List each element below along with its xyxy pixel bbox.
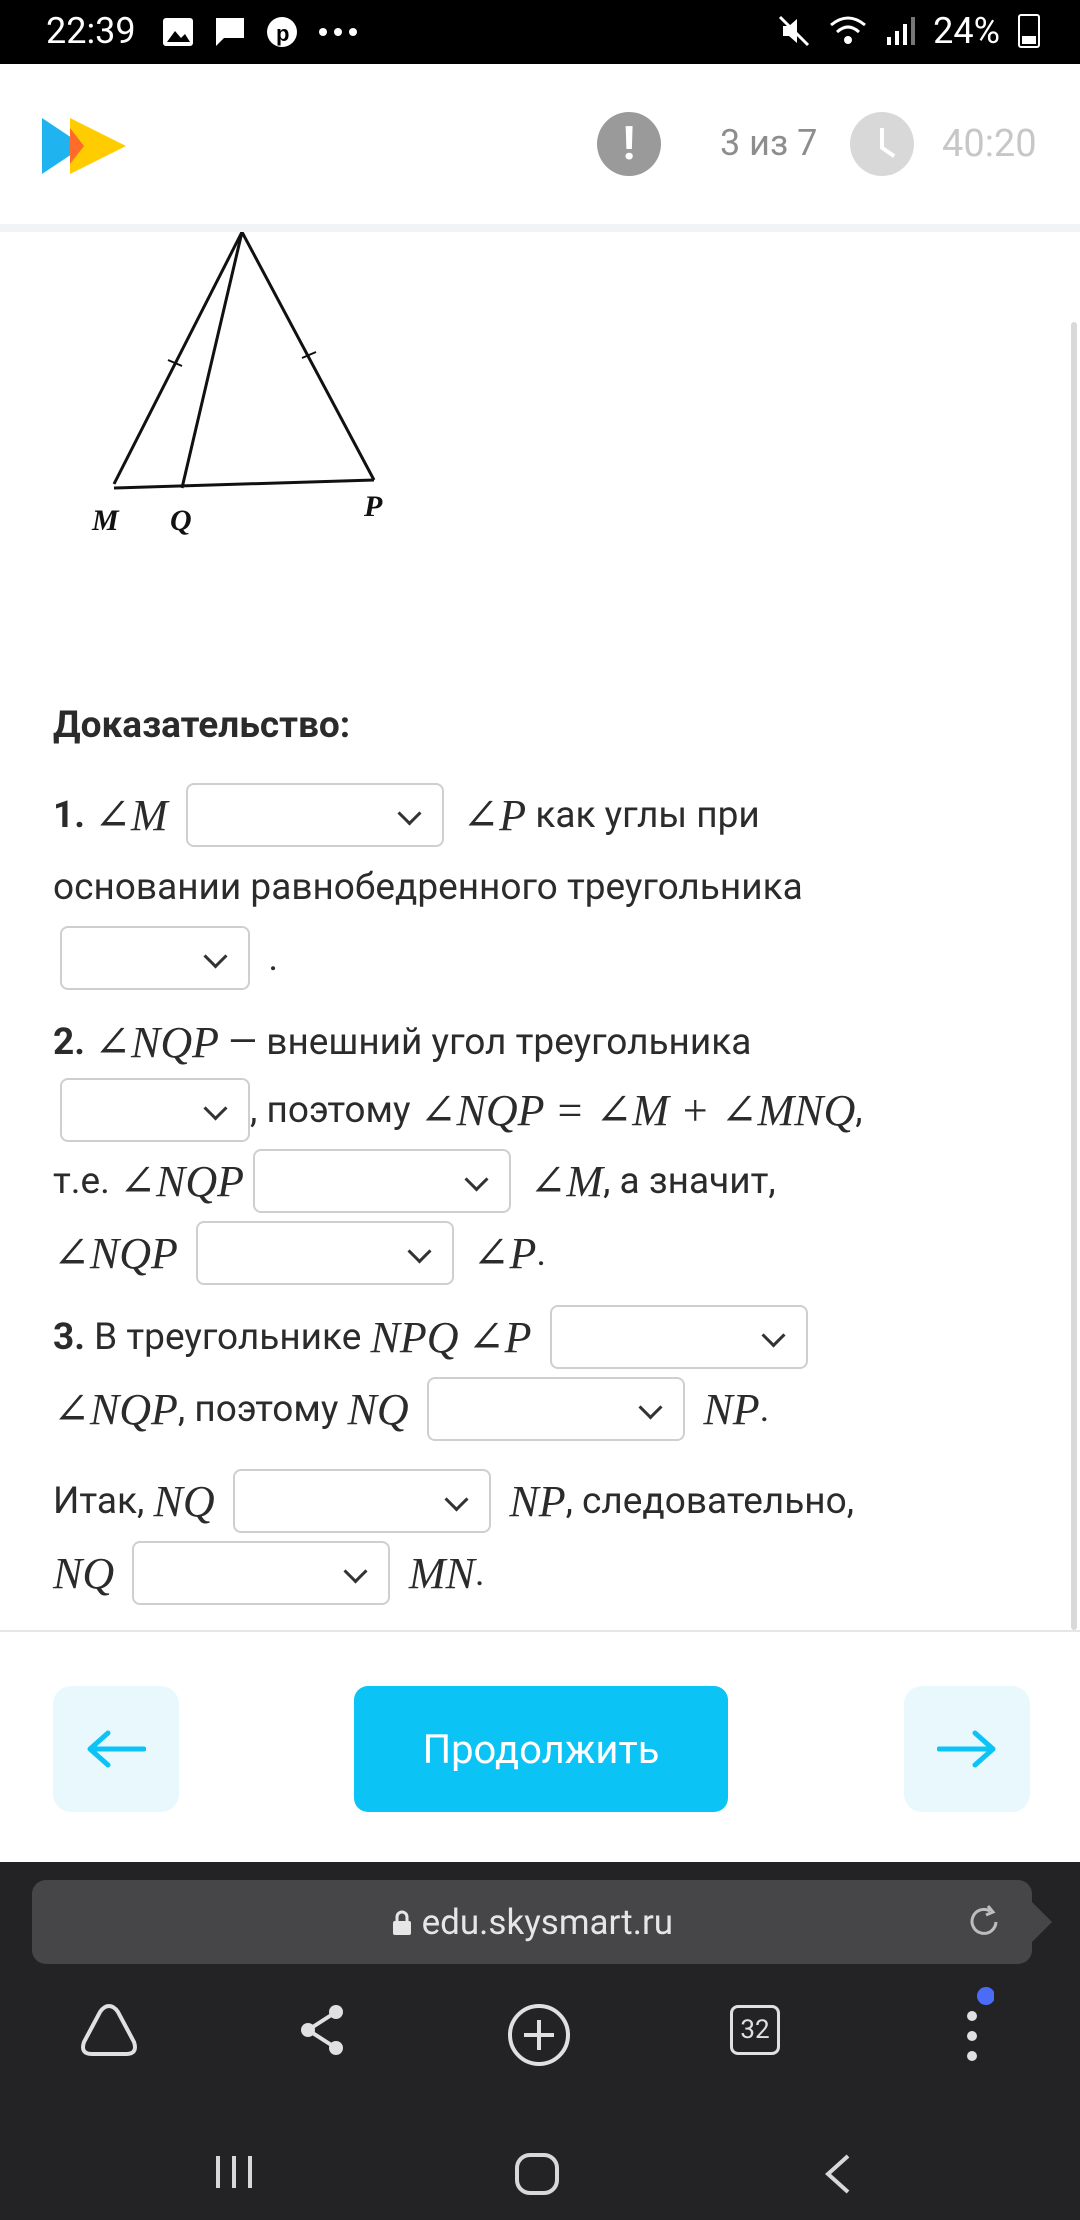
- conclusion-dropdown-2[interactable]: [132, 1541, 390, 1605]
- figure-label-p: P: [364, 490, 383, 523]
- battery-icon: [1018, 14, 1040, 48]
- menu-dots-icon[interactable]: [960, 1986, 994, 2076]
- add-tab-icon[interactable]: [506, 2002, 572, 2068]
- signal-icon: [885, 15, 915, 47]
- step3-dropdown-1[interactable]: [550, 1305, 808, 1369]
- status-system-icons: [777, 10, 1040, 52]
- proof-title: Доказательство:: [53, 704, 351, 747]
- timer: 40:20: [942, 122, 1037, 166]
- tab-count: 32: [740, 2015, 770, 2045]
- share-icon[interactable]: [298, 2002, 348, 2058]
- reload-icon[interactable]: [966, 1904, 1002, 1940]
- tabs-button[interactable]: [730, 2005, 780, 2055]
- footer-divider: [0, 1630, 1080, 1632]
- home-nav-icon[interactable]: [514, 2152, 560, 2196]
- step1-dropdown-1[interactable]: [186, 783, 444, 847]
- step3-line1: 3. В треугольнике NPQ ∠P: [53, 1302, 808, 1372]
- step1-line3: .: [60, 923, 278, 993]
- conclusion-line1: Итак, NQ NP , следовательно,: [53, 1466, 854, 1536]
- step1-dropdown-2[interactable]: [60, 926, 250, 990]
- scrollbar[interactable]: [1071, 322, 1077, 1630]
- mute-icon: [777, 14, 811, 48]
- figure-label-q: Q: [170, 504, 192, 537]
- browser-chrome: [0, 1862, 1080, 2220]
- step1-line1: 1. ∠M ∠P как углы при: [53, 780, 760, 850]
- status-time: 22:39: [46, 10, 136, 52]
- task-content: [0, 232, 1080, 1630]
- svg-text:p: p: [276, 21, 290, 46]
- step3-line2: ∠NQP , поэтому NQ NP .: [53, 1374, 769, 1444]
- arrow-left-icon: [86, 1729, 146, 1769]
- step1-line2: основании равнобедренного треугольника: [53, 865, 803, 909]
- more-dots-icon: [318, 27, 358, 37]
- clock-icon: [850, 112, 914, 176]
- next-button[interactable]: [904, 1686, 1030, 1812]
- header-divider: [0, 224, 1080, 232]
- step2-line3: т.е. ∠NQP ∠M , а значит,: [53, 1146, 776, 1216]
- conclusion-dropdown-1[interactable]: [233, 1469, 491, 1533]
- pinterest-icon: [266, 16, 298, 48]
- skysmart-logo[interactable]: [40, 116, 128, 176]
- url-text: edu.skysmart.ru: [32, 1902, 1032, 1943]
- recent-apps-icon[interactable]: [212, 2152, 256, 2192]
- report-problem-button[interactable]: !: [597, 112, 661, 176]
- url-bar-tail-icon: [1030, 1900, 1054, 1944]
- battery-percent: 24%: [933, 10, 1000, 52]
- back-nav-icon[interactable]: [822, 2152, 852, 2196]
- app-header: [0, 64, 1080, 224]
- step2-dropdown-1[interactable]: [60, 1078, 250, 1142]
- gallery-icon: [162, 17, 194, 47]
- previous-button[interactable]: [53, 1686, 179, 1812]
- step2-line4: ∠NQP ∠P .: [53, 1218, 546, 1288]
- lock-icon: [391, 1909, 413, 1937]
- step2-line2: , поэтому ∠NQP = ∠M + ∠MNQ ,: [60, 1075, 863, 1145]
- wifi-icon: [829, 15, 867, 47]
- continue-button[interactable]: Продолжить: [354, 1686, 728, 1812]
- step3-dropdown-2[interactable]: [427, 1377, 685, 1441]
- question-progress: 3 из 7: [720, 122, 818, 164]
- status-notification-icons: [162, 14, 358, 50]
- step2-line1: 2. ∠NQP — внешний угол треугольника: [53, 1017, 752, 1067]
- figure-label-m: M: [92, 504, 119, 537]
- status-bar: [0, 0, 1080, 64]
- conclusion-line2: NQ MN .: [53, 1538, 485, 1608]
- message-icon: [214, 16, 246, 48]
- step2-dropdown-2[interactable]: [253, 1149, 511, 1213]
- home-icon[interactable]: [78, 2002, 140, 2058]
- arrow-right-icon: [937, 1729, 997, 1769]
- triangle-figure: [80, 232, 420, 542]
- url-bar[interactable]: [32, 1880, 1032, 1964]
- step2-dropdown-3[interactable]: [196, 1221, 454, 1285]
